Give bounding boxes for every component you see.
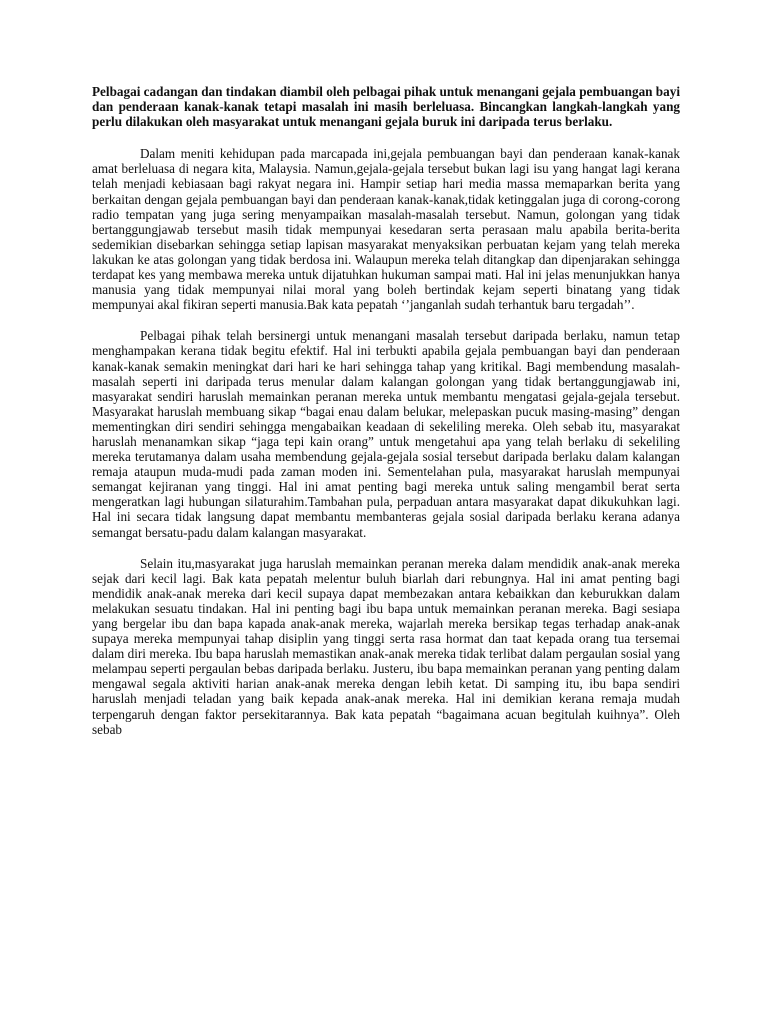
paragraph-body-1: Pelbagai pihak telah bersinergi untuk menangani masalah tersebut daripada berlaku, namun tetap menghampakan kerana tidak begitu efektif. Hal ini terbukti apabila gejala pembuangan bayi dan penderaan kanak-kanak semakin meningkat dari hari ke hari sehingga tahap yang kritikal. Bagi membendung masalah-masalah seperti ini daripada terus menular dalam kalangan golongan yang tidak bertanggungjawab ini, masyarakat sendiri haruslah memainkan peranan mereka untuk membantu mengatasi gejala-gejala tersebut. Masyarakat haruslah membuang sikap “bagai enau dalam belukar, melepaskan pucuk masing-masing” dengan mementingkan diri sendiri sehingga mengabaikan keadaan di sekeliling mereka. Oleh sebab itu, masyarakat haruslah menanamkan sikap “jaga tepi kain orang” untuk mengetahui apa yang telah berlaku di sekeliling mereka terutamanya dalam usaha membendung gejala-gejala sosial tersebut daripada berlaku dalam kalangan remaja ataupun muda-mudi pada zaman moden ini. Sementelahan pula, masyarakat haruslah mempunyai semangat kejiranan yang tinggi. Hal ini amat penting bagi mereka untuk saling mengambil berat serta mengeratkan lagi hubungan silaturahim.Tambahan pula, perpaduan antara masyarakat dapat dikukuhkan lagi. Hal ini secara tidak langsung dapat membantu membanteras gejala sosial daripada berlaku kerana adanya semangat bersatu-padu dalam kalangan masyarakat. — [92, 328, 680, 540]
document-page — [92, 84, 680, 753]
paragraph-body-2: Selain itu,masyarakat juga haruslah memainkan peranan mereka dalam mendidik anak-anak mereka sejak dari kecil lagi. Bak kata pepatah melentur buluh biarlah dari rebungnya. Hal ini amat penting bagi mendidik anak-anak mereka dari kecil supaya dapat membezakan antara kebaikkan dan keburukkan dalam melakukan sesuatu tindakan. Hal ini penting bagi ibu bapa untuk memainkan peranan mereka. Bagi sesiapa yang bergelar ibu dan bapa kapada anak-anak mereka, wajarlah mereka bersikap tegas terhadap anak-anak supaya mereka mempunyai tahap disiplin yang tinggi serta rasa hormat dan taat kepada orang tua tersemai dalam diri mereka. Ibu bapa haruslah memastikan anak-anak mereka tidak terlibat dalam pergaulan sosial yang melampau seperti pergaulan bebas daripada berlaku. Justeru, ibu bapa memainkan peranan yang penting dalam mengawal segala aktiviti harian anak-anak mereka dengan lebih ketat. Di samping itu, ibu bapa sendiri haruslah menjadi teladan yang baik kepada anak-anak mereka. Hal ini demikian kerana remaja mudah terpengaruh dengan faktor persekitarannya. Bak kata pepatah “bagaimana acuan begitulah kuihnya”. Oleh sebab — [92, 555, 680, 737]
essay-question: Pelbagai cadangan dan tindakan diambil oleh pelbagai pihak untuk menangani gejala pembuangan bayi dan penderaan kanak-kanak tetapi masalah ini masih berleluasa. Bincangkan langkah-langkah yang perlu dilakukan oleh masyarakat untuk menangani gejala buruk ini daripada terus berlaku. — [92, 84, 680, 130]
paragraph-intro: Dalam meniti kehidupan pada marcapada ini,gejala pembuangan bayi dan penderaan kanak-kanak amat berleluasa di negara kita, Malaysia. Namun,gejala-gejala tersebut bukan lagi isu yang hangat lagi kerana telah menjadi kebiasaan bagi rakyat negara ini. Hampir setiap hari media massa memaparkan berita yang berkaitan dengan gejala pembuangan bayi dan penderaan kanak-kanak,tidak ketinggalan juga di corong-corong radio tempatan yang juga sering menyampaikan masalah-masalah tersebut. Namun, golongan yang tidak bertanggungjawab tersebut masih tidak mempunyai kesedaran serta perasaan malu apabila berita-berita sedemikian disebarkan sehingga setiap lapisan masyarakat menyaksikan perbuatan kejam yang telah mereka lakukan ke atas golongan yang tidak berdosa ini. Walaupun mereka telah ditangkap dan dipenjarakan sehingga terdapat kes yang membawa mereka untuk dijatuhkan hukuman sampai mati. Hal ini jelas menunjukkan hanya manusia yang tidak mempunyai nilai moral yang boleh bertindak kejam seperti binatang yang tidak mempunyai akal fikiran seperti manusia.Bak kata pepatah ‘’janganlah sudah terhantuk baru tergadah’’. — [92, 146, 680, 313]
